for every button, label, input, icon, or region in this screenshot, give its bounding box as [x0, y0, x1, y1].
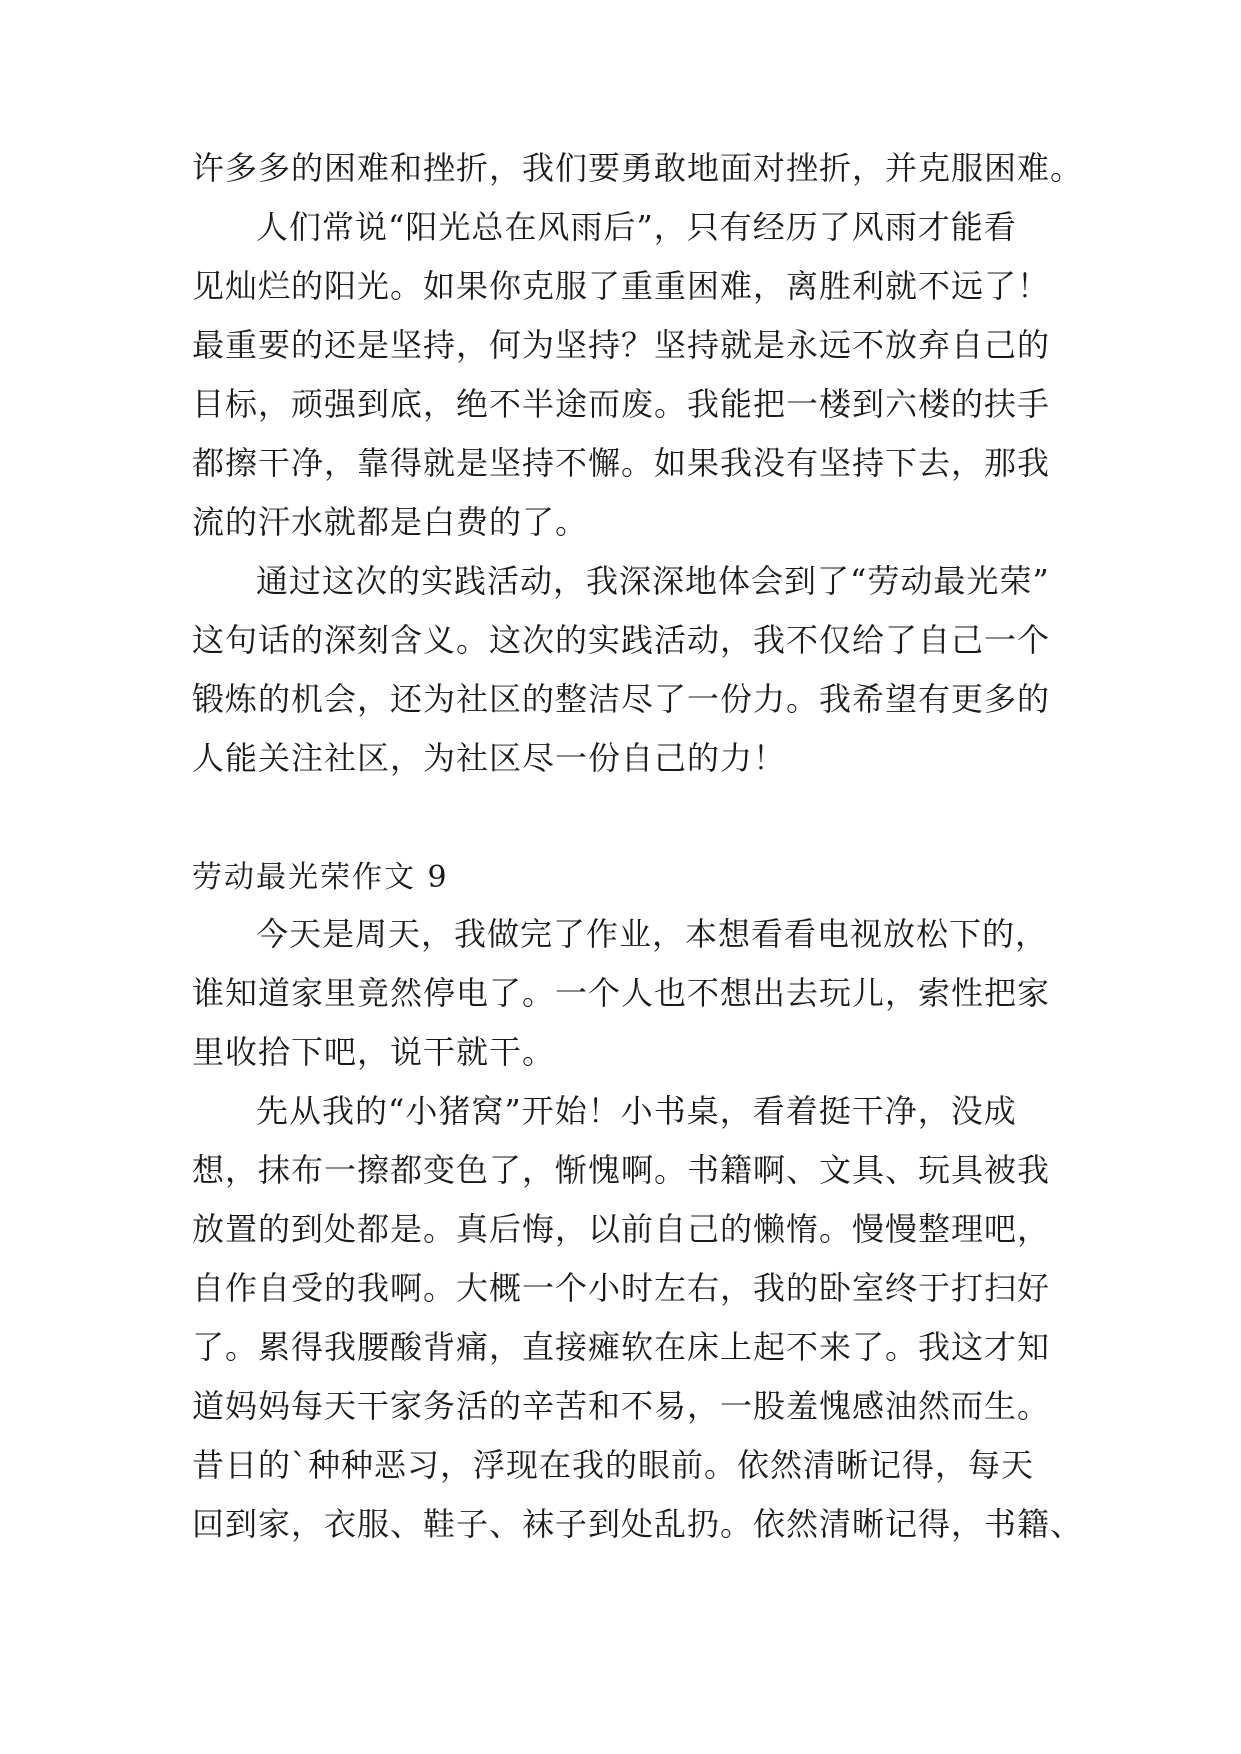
text-line: 目标，顽强到底，绝不半途而废。我能把一楼到六楼的扶手 [192, 385, 1051, 423]
text-line: 回到家，衣服、鞋子、袜子到处乱扔。依然清晰记得，书籍、 [192, 1505, 1084, 1543]
text-line: 这句话的深刻含义。这次的实践活动，我不仅给了自己一个 [192, 621, 1051, 659]
text-line: 道妈妈每天干家务活的辛苦和不易，一股羞愧感油然而生。 [192, 1387, 1051, 1425]
text-line: 都擦干净，靠得就是坚持不懈。如果我没有坚持下去，那我 [192, 444, 1051, 482]
text-line: 谁知道家里竟然停电了。一个人也不想出去玩儿，索性把家 [192, 974, 1051, 1012]
paragraph-start-line: 人们常说“阳光总在风雨后”，只有经历了风雨才能看 [256, 208, 1017, 246]
text-line: 了。累得我腰酸背痛，直接瘫软在床上起不来了。我这才知 [192, 1328, 1051, 1366]
text-line: 昔日的`种种恶习，浮现在我的眼前。依然清晰记得，每天 [192, 1446, 1035, 1484]
text-line: 人能关注社区，为社区尽一份自己的力！ [192, 739, 787, 777]
text-line: 见灿烂的阳光。如果你克服了重重困难，离胜利就不远了！ [192, 267, 1051, 305]
paragraph-start-line: 先从我的“小猪窝”开始！小书桌，看着挺干净，没成 [256, 1092, 1017, 1130]
text-line: 里收拾下吧，说干就干。 [192, 1033, 556, 1071]
section-heading: 劳动最光荣作文 9 [192, 860, 449, 895]
paragraph-start-line: 今天是周天，我做完了作业，本想看看电视放松下的， [256, 915, 1049, 953]
text-line: 锻炼的机会，还为社区的整洁尽了一份力。我希望有更多的 [192, 680, 1051, 718]
text-line: 最重要的还是坚持，何为坚持？坚持就是永远不放弃自己的 [192, 326, 1051, 364]
text-line: 想，抹布一擦都变色了，惭愧啊。书籍啊、文具、玩具被我 [192, 1151, 1051, 1189]
text-line: 流的汗水就都是白费的了。 [192, 503, 589, 541]
text-line: 许多多的困难和挫折，我们要勇敢地面对挫折，并克服困难。 [192, 149, 1084, 187]
text-line: 放置的到处都是。真后悔，以前自己的懒惰。慢慢整理吧， [192, 1210, 1051, 1248]
text-line: 自作自受的我啊。大概一个小时左右，我的卧室终于打扫好 [192, 1269, 1051, 1307]
paragraph-start-line: 通过这次的实践活动，我深深地体会到了“劳动最光荣” [256, 562, 1050, 600]
